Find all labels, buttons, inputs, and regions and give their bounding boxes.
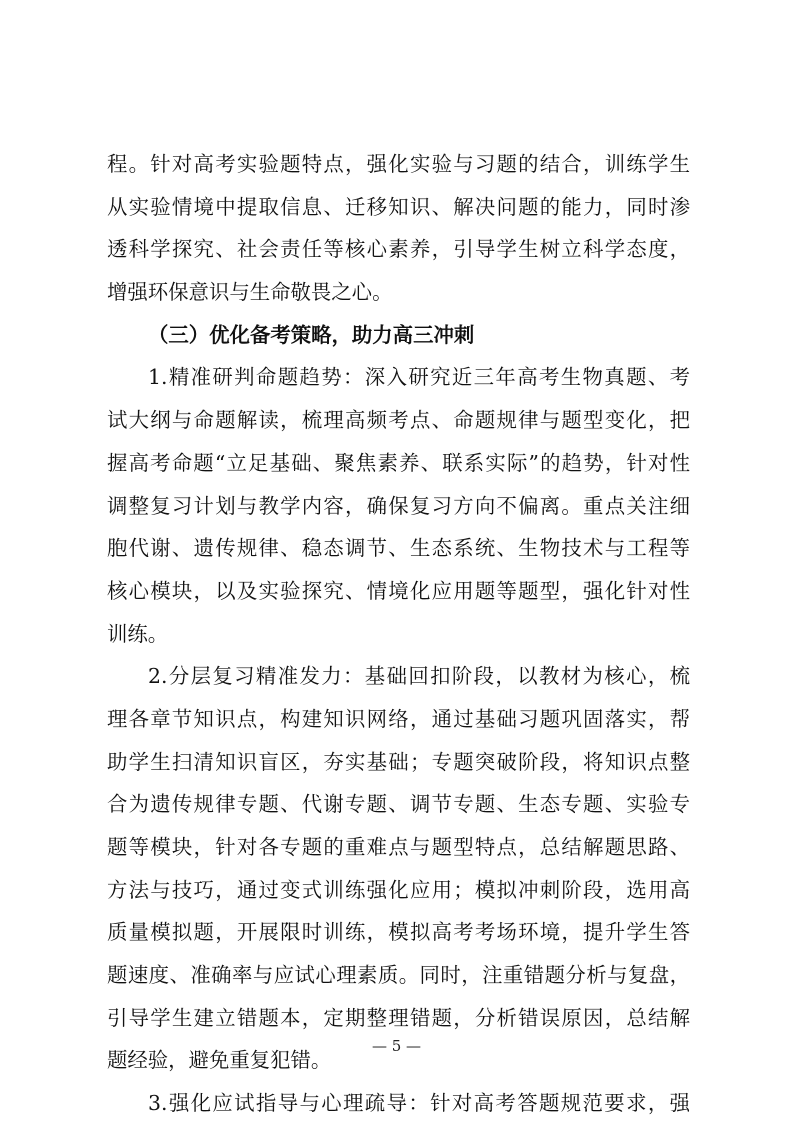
text-line: 引导学生建立错题本，定期整理错题，分析错误原因，总结解 xyxy=(107,1005,690,1030)
text-line: 增强环保意识与生命敬畏之心。 xyxy=(107,280,393,305)
text-line: 1.精准研判命题趋势：深入研究近三年高考生物真题、考 xyxy=(148,365,690,390)
text-line: 核心模块，以及实验探究、情境化应用题等题型，强化针对性 xyxy=(107,578,690,603)
text-line: 合为遗传规律专题、代谢专题、调节专题、生态专题、实验专 xyxy=(107,792,690,817)
text-line: 胞代谢、遗传规律、稳态调节、生态系统、生物技术与工程等 xyxy=(107,536,690,561)
text-line: 题等模块，针对各专题的重难点与题型特点，总结解题思路、 xyxy=(107,835,690,859)
text-line: 试大纲与命题解读，梳理高频考点、命题规律与题型变化，把 xyxy=(107,408,690,433)
text-line: 训练。 xyxy=(107,621,169,646)
text-line: 握高考命题“立足基础、聚焦素养、联系实际”的趋势，针对性 xyxy=(107,450,690,475)
text-line: 助学生扫清知识盲区，夯实基础；专题突破阶段，将知识点整 xyxy=(107,749,690,774)
section-heading: （三）优化备考策略，助力高三冲刺 xyxy=(148,322,475,347)
text-line: 3.强化应试指导与心理疏导：针对高考答题规范要求，强 xyxy=(148,1091,690,1116)
text-line: 质量模拟题，开展限时训练，模拟高考考场环境，提升学生答 xyxy=(107,920,690,945)
body-text xyxy=(107,143,690,1125)
text-line: 2.分层复习精准发力：基础回扣阶段，以教材为核心，梳 xyxy=(148,664,690,689)
page-number: — 5 — xyxy=(371,1037,422,1055)
text-line: 理各章节知识点，构建知识网络，通过基础习题巩固落实，帮 xyxy=(107,706,690,731)
text-line: 从实验情境中提取信息、迁移知识、解决问题的能力，同时渗 xyxy=(107,194,690,219)
text-line: 题经验，避免重复犯错。 xyxy=(107,1048,332,1073)
text-line: 程。针对高考实验题特点，强化实验与习题的结合，训练学生 xyxy=(107,152,690,176)
text-line: 透科学探究、社会责任等核心素养，引导学生树立科学态度， xyxy=(107,237,690,262)
text-line: 题速度、准确率与应试心理素质。同时，注重错题分析与复盘， xyxy=(107,963,690,988)
text-line: 方法与技巧，通过变式训练强化应用；模拟冲刺阶段，选用高 xyxy=(107,877,690,902)
text-line: 调整复习计划与教学内容，确保复习方向不偏离。重点关注细 xyxy=(107,493,690,518)
